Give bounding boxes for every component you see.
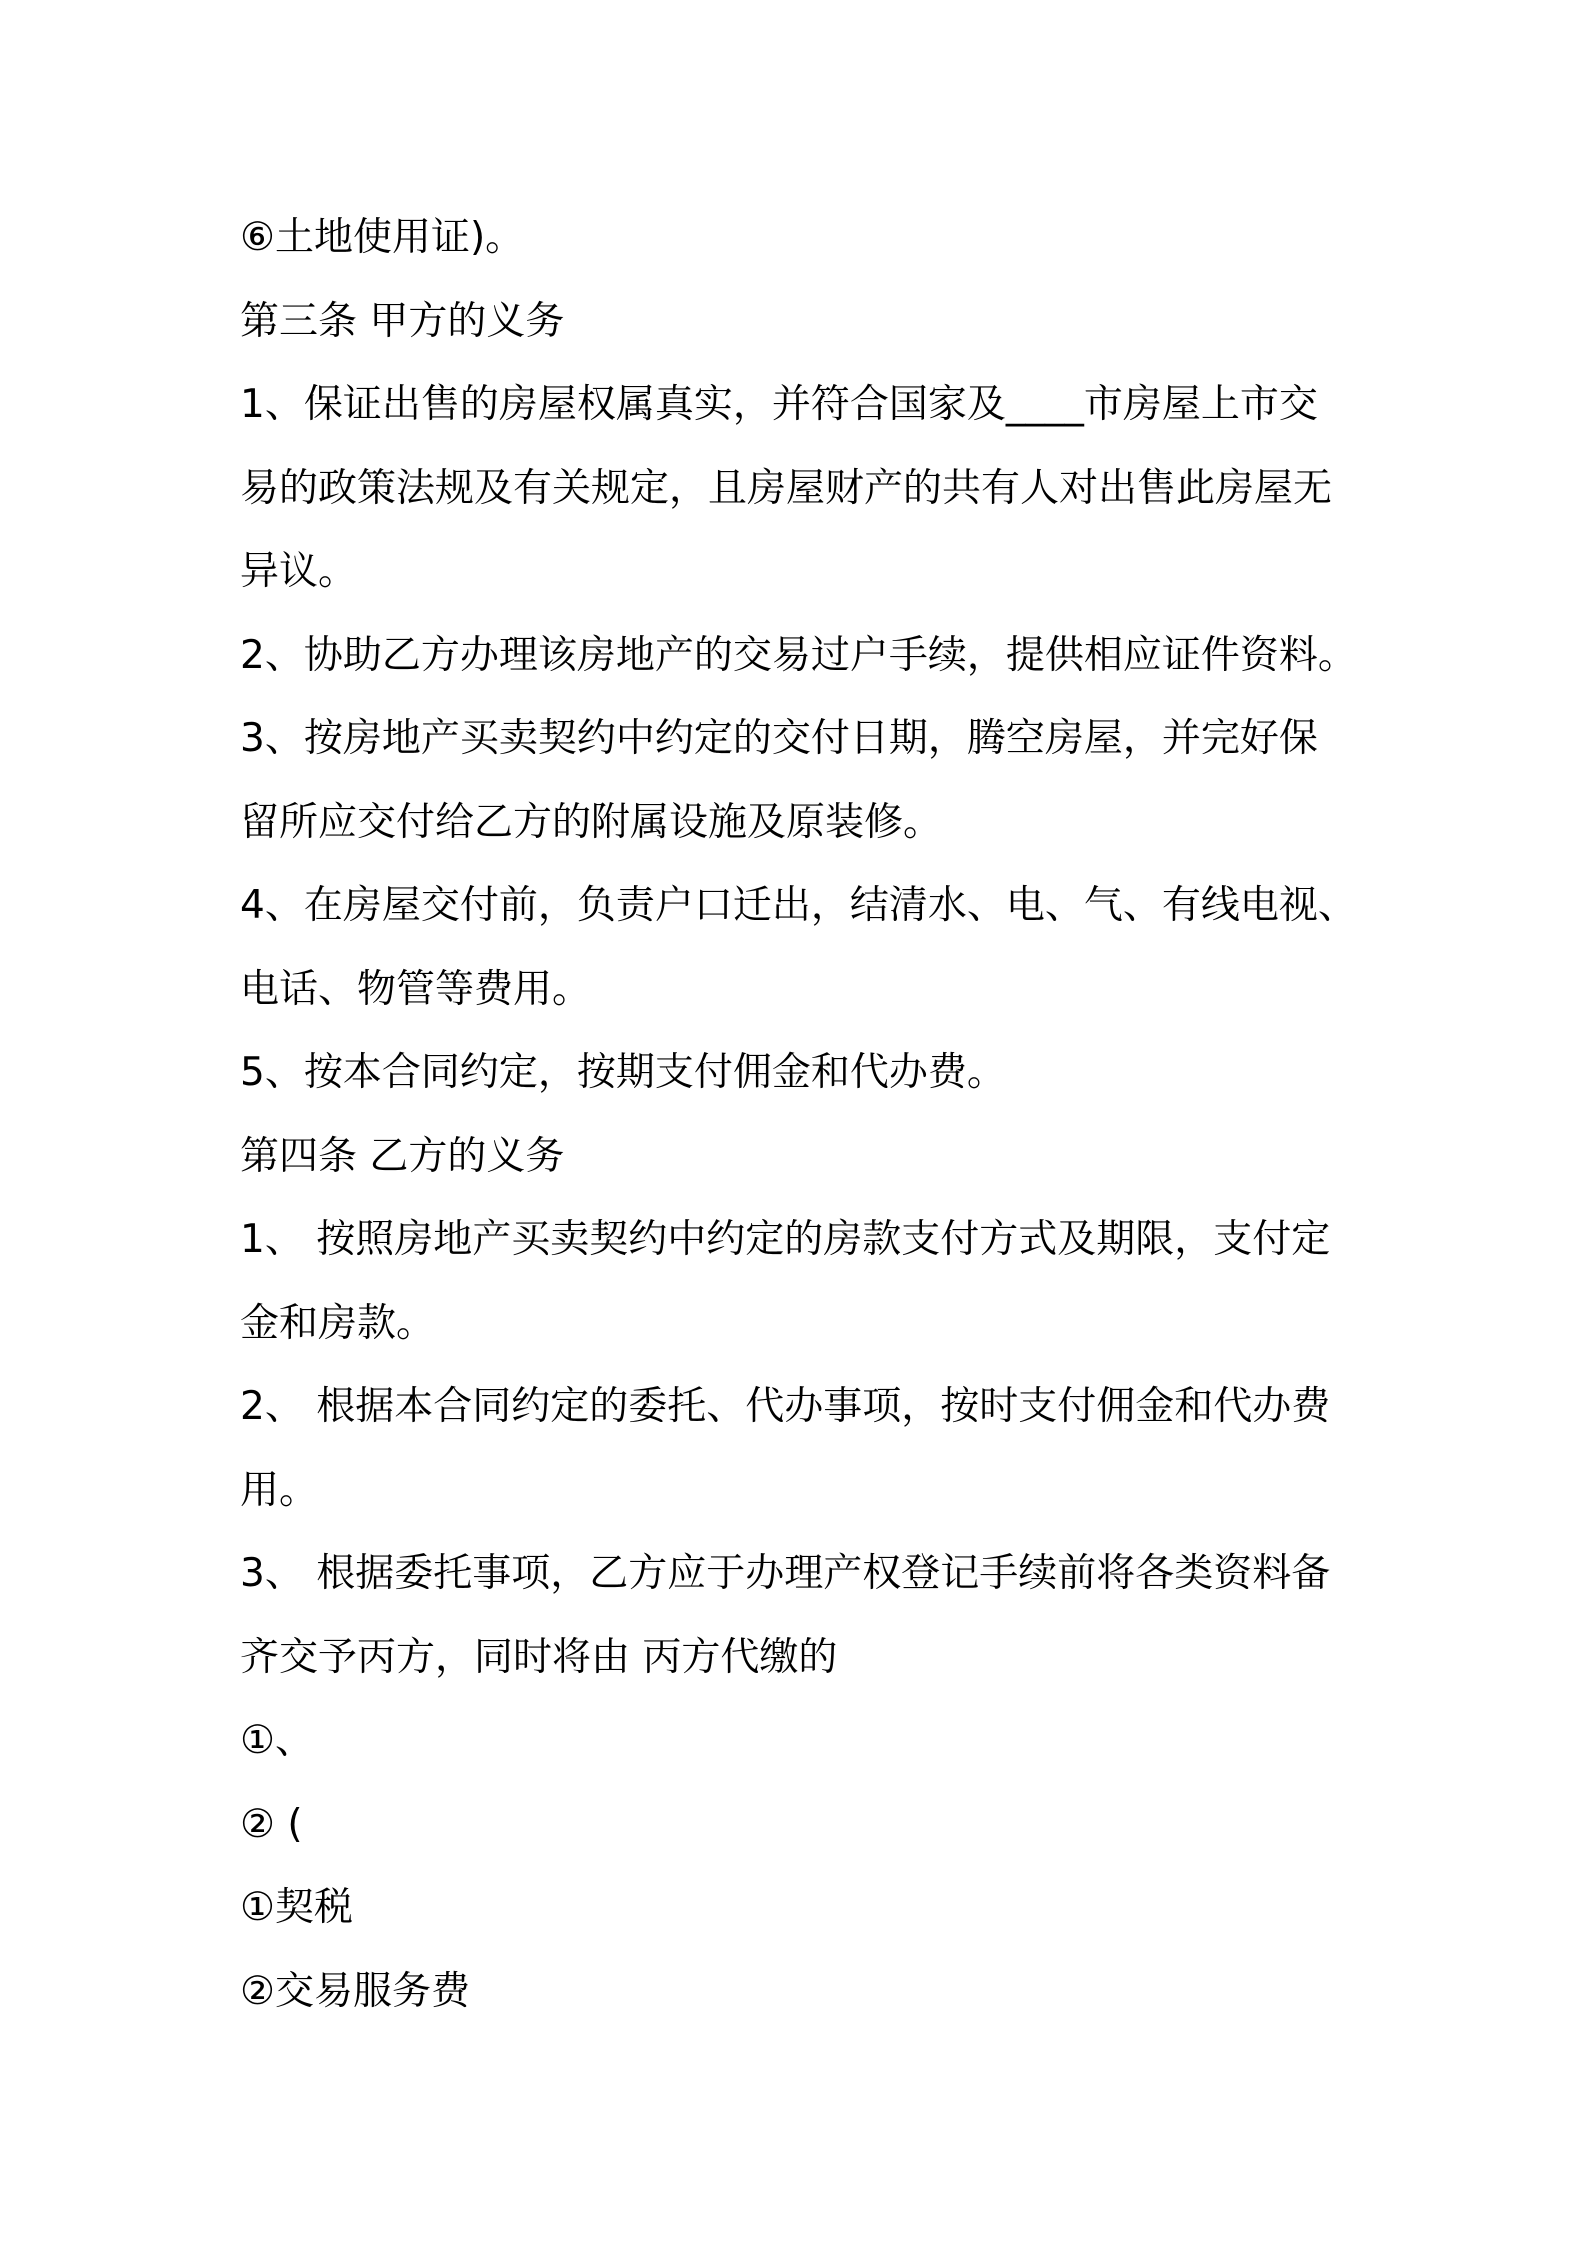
text-line: ①契税 (240, 1885, 353, 1930)
text-line: 齐交予丙方，同时将由 丙方代缴的 (240, 1634, 838, 1680)
text-line: 1、 按照房地产买卖契约中约定的房款支付方式及期限，支付定 (240, 1217, 1331, 1262)
text-line: 3、 根据委托事项，乙方应于办理产权登记手续前将各类资料备 (240, 1551, 1331, 1596)
section-heading: 第三条 甲方的义务 (240, 298, 565, 344)
text-line: ② ( (240, 1801, 303, 1847)
text-line: 异议。 (240, 549, 358, 594)
text-line: 1、保证出售的房屋权属真实，并符合国家及____市房屋上市交 (240, 382, 1318, 427)
text-line: 电话、物管等费用。 (240, 966, 592, 1012)
text-line: ①、 (240, 1718, 314, 1763)
text-line: 金和房款。 (240, 1300, 436, 1346)
text-line: ②交易服务费 (240, 1968, 470, 2014)
text-line: 3、按房地产买卖契约中约定的交付日期，腾空房屋，并完好保 (240, 716, 1318, 761)
document-body (240, 196, 1380, 2033)
text-line: 用。 (240, 1467, 319, 1513)
section-heading: 第四条 乙方的义务 (240, 1133, 565, 1179)
text-line: 4、在房屋交付前，负责户口迁出，结清水、电、气、有线电视、 (240, 883, 1357, 928)
text-line: 2、协助乙方办理该房地产的交易过户手续，提供相应证件资料。 (240, 632, 1357, 678)
text-line: 留所应交付给乙方的附属设施及原装修。 (240, 799, 943, 845)
text-line: 易的政策法规及有关规定，且房屋财产的共有人对出售此房屋无 (240, 465, 1333, 511)
text-line: 2、 根据本合同约定的委托、代办事项，按时支付佣金和代办费 (240, 1384, 1331, 1429)
text-line: 5、按本合同约定，按期支付佣金和代办费。 (240, 1050, 1006, 1095)
text-line: ⑥土地使用证)。 (240, 215, 525, 260)
